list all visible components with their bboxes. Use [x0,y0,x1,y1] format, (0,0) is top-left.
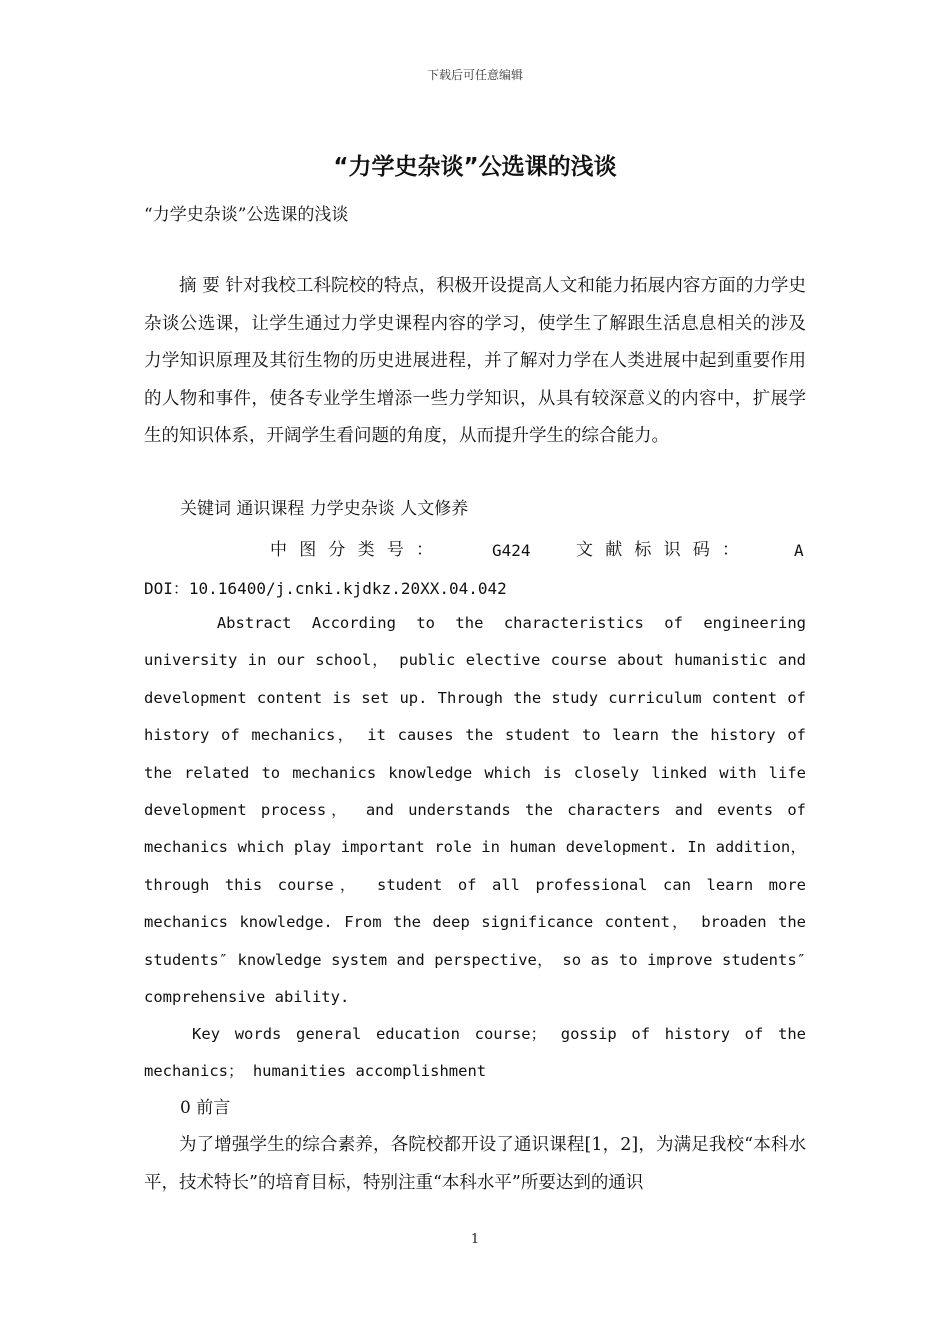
english-keywords: Key words general education course； gossip of history of the mechanics； humanities accomplishment [144,1025,806,1081]
document-code-label: 文 献 标 识 码 ： [576,540,743,560]
document-subtitle: “力学史杂谈”公选课的浅谈 [144,205,349,225]
intro-paragraph: 为了增强学生的综合素养，各院校都开设了通识课程[1，2]，为满足我校“本科水平，技术特长”的培育目标，特别注重“本科水平”所要达到的通识 [144,1135,806,1193]
chinese-keywords: 关键词 通识课程 力学史杂谈 人文修养 [180,499,469,519]
document-code-value: A [794,541,804,560]
clc-label: 中 图 分 类 号 ： [270,540,437,560]
page-number: 1 [470,1232,480,1247]
document-title: “力学史杂谈”公选课的浅谈 [333,154,617,180]
english-abstract: Abstract According to the characteristics of engineering university in our school， public elective course about humanistic and development content is set up. Through the study curriculum content of history of mechanics， it causes the student to learn the history of the related to mechanics knowledge which is closely linked with life development process， and understands the characters and events of mechanics which play important role in human development. In addition， through this course， student of all professional can learn more mechanics knowledge. From the deep significance content， broaden the students″ knowledge system and perspective， so as to improve students″ comprehensive ability. [144,614,806,1007]
clc-value: G424 [492,541,531,560]
header-note: 下载后可任意编辑 [426,68,523,82]
classification-line [144,532,806,569]
chinese-abstract: 摘 要 针对我校工科院校的特点，积极开设提高人文和能力拓展内容方面的力学史杂谈公选课，让学生通过力学史课程内容的学习，使学生了解跟生活息息相关的涉及力学知识原理及其衍生物的历史进展进程，并了解对力学在人类进展中起到重要作用的人物和事件，使各专业学生增添一些力学知识，从具有较深意义的内容中，扩展学生的知识体系，开阔学生看问题的角度，从而提升学生的综合能力。 [144,276,806,446]
section-heading: 0 前言 [180,1098,231,1118]
doi-line: DOI：10.16400/j.cnki.kjdkz.20XX.04.042 [144,579,507,598]
